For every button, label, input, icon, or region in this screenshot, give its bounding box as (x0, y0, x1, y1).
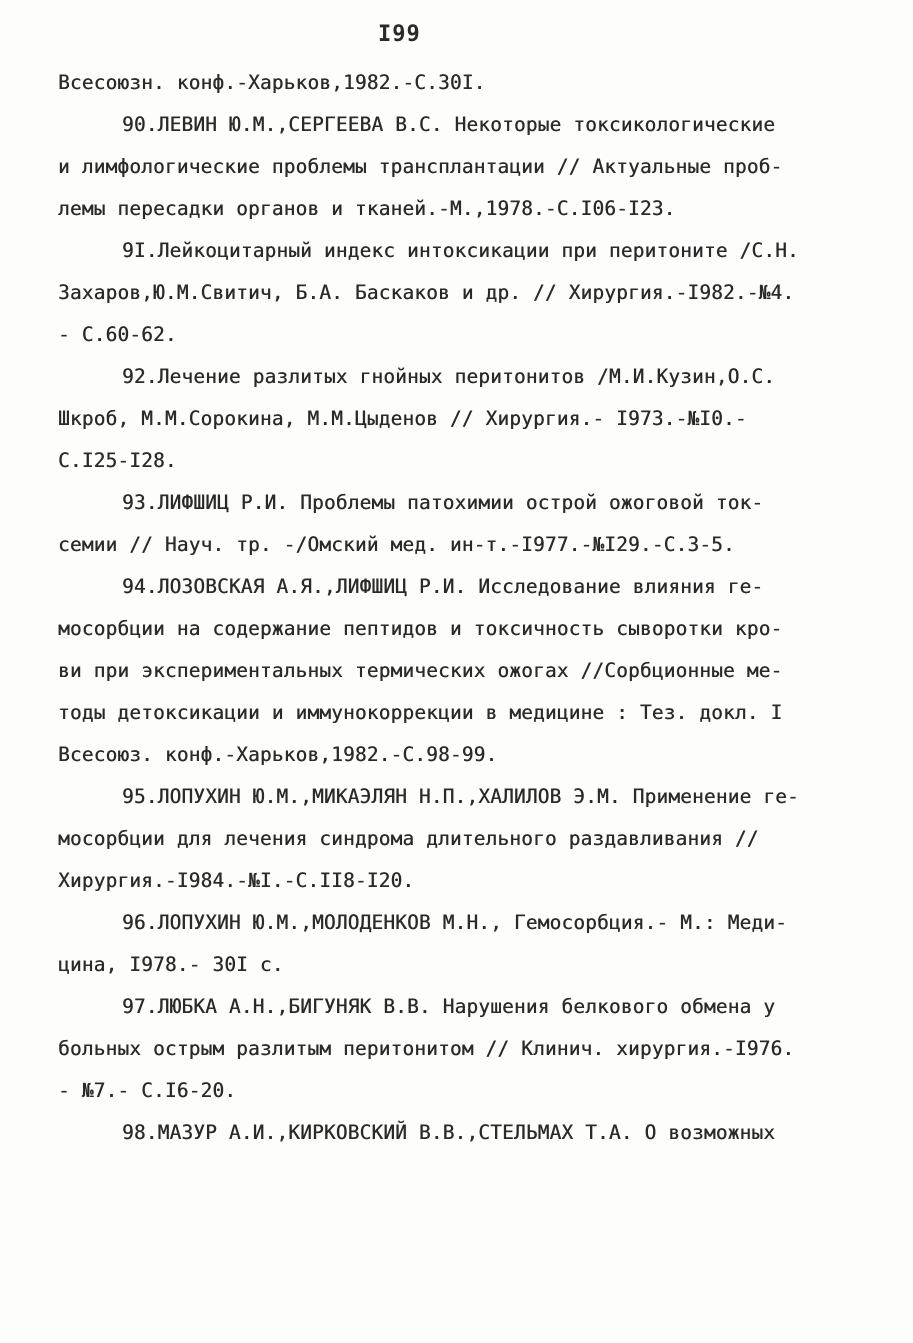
bibliography-line: - С.60-62. (58, 323, 177, 346)
bibliography-line: Шкроб, М.М.Сорокина, М.М.Цыденов // Хирургия.- I973.-№I0.- (58, 407, 747, 430)
bibliography-line: ви при экспериментальных термических ожогах //Сорбционные ме- (58, 659, 783, 682)
bibliography-line: мосорбции на содержание пептидов и токсичность сыворотки кро- (58, 617, 783, 640)
bibliography-entry-start: 9I.Лейкоцитарный индекс интоксикации при перитоните /С.Н. (122, 239, 799, 262)
bibliography-line: - №7.- С.I6-20. (58, 1079, 237, 1102)
bibliography-line: Хирургия.-I984.-№I.-С.II8-I20. (58, 869, 415, 892)
bibliography-line: и лимфологические проблемы трансплантации // Актуальные проб- (58, 155, 783, 178)
bibliography-line: лемы пересадки органов и тканей.-М.,1978.-С.I06-I23. (58, 197, 676, 220)
bibliography-entry-start: 98.МАЗУР А.И.,КИРКОВСКИЙ В.В.,СТЕЛЬМАХ Т.А. О возможных (122, 1121, 776, 1144)
bibliography-line: С.I25-I28. (58, 449, 177, 472)
bibliography-line: семии // Науч. тр. -/Омский мед. ин-т.-I977.-№I29.-С.3-5. (58, 533, 735, 556)
bibliography-line: тоды детоксикации и иммунокоррекции в медицине : Тез. докл. I (58, 701, 783, 724)
bibliography-text (58, 62, 858, 1154)
bibliography-entry-start: 94.ЛОЗОВСКАЯ А.Я.,ЛИФШИЦ Р.И. Исследование влияния ге- (122, 575, 764, 598)
bibliography-line: Всесоюзн. конф.-Харьков,1982.-С.30I. (58, 71, 486, 94)
bibliography-entry-start: 93.ЛИФШИЦ Р.И. Проблемы патохимии острой ожоговой ток- (122, 491, 764, 514)
bibliography-line: Захаров,Ю.М.Свитич, Б.А. Баскаков и др. // Хирургия.-I982.-№4. (58, 281, 795, 304)
bibliography-entry-start: 97.ЛЮБКА А.Н.,БИГУНЯК В.В. Нарушения белкового обмена у (122, 995, 776, 1018)
bibliography-entry-start: 92.Лечение разлитых гнойных перитонитов /М.И.Кузин,О.С. (122, 365, 776, 388)
bibliography-line: Всесоюз. конф.-Харьков,1982.-С.98-99. (58, 743, 498, 766)
bibliography-entry-start: 90.ЛЕВИН Ю.М.,СЕРГЕЕВА В.С. Некоторые токсикологические (122, 113, 776, 136)
page-number: I99 (378, 22, 421, 47)
bibliography-line: больных острым разлитым перитонитом // Клинич. хирургия.-I976. (58, 1037, 795, 1060)
bibliography-line: цина, I978.- 30I с. (58, 953, 284, 976)
bibliography-line: мосорбции для лечения синдрома длительного раздавливания // (58, 827, 759, 850)
bibliography-entry-start: 95.ЛОПУХИН Ю.М.,МИКАЭЛЯН Н.П.,ХАЛИЛОВ Э.М. Применение ге- (122, 785, 799, 808)
bibliography-entry-start: 96.ЛОПУХИН Ю.М.,МОЛОДЕНКОВ М.Н., Гемосорбция.- М.: Меди- (122, 911, 787, 934)
